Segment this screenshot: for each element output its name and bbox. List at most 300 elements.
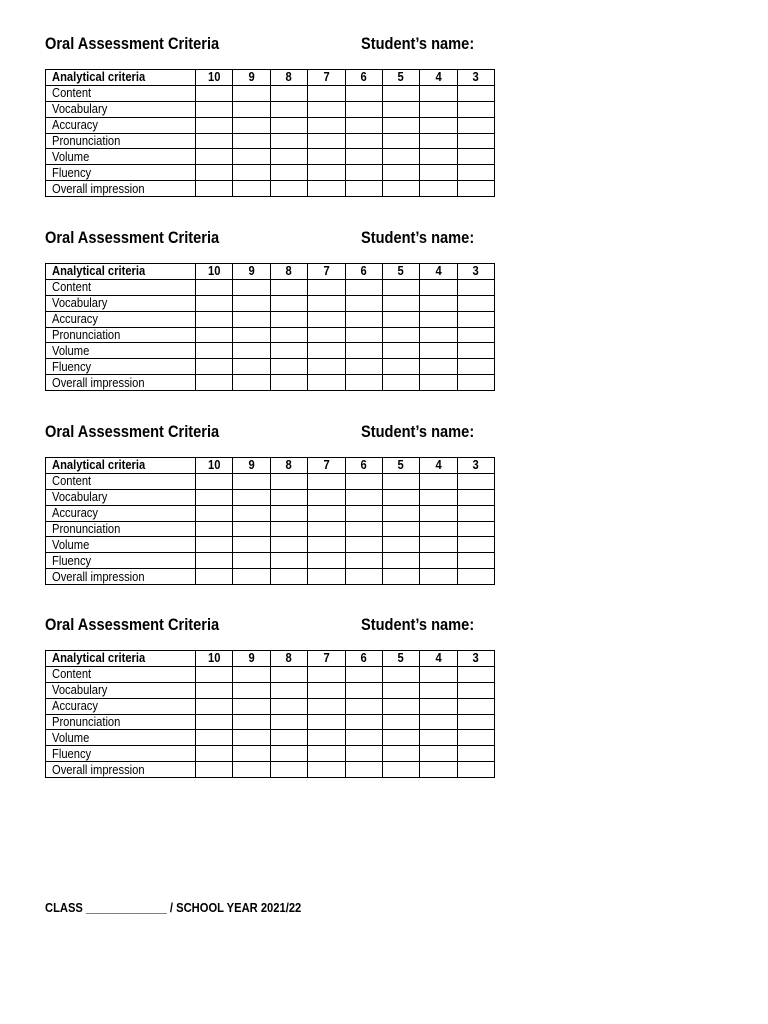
score-cell[interactable]	[382, 569, 419, 585]
score-cell[interactable]	[457, 521, 494, 537]
criteria-row-content	[46, 85, 495, 101]
score-cell[interactable]	[382, 375, 419, 391]
score-cell[interactable]	[345, 101, 382, 117]
score-header-10: 10	[196, 651, 233, 667]
score-cell[interactable]	[345, 279, 382, 295]
score-cell[interactable]	[345, 149, 382, 165]
score-cell[interactable]	[345, 117, 382, 133]
score-cell[interactable]	[270, 181, 307, 197]
score-cell[interactable]	[270, 762, 307, 778]
criteria-row-vocabulary	[46, 682, 495, 698]
score-cell[interactable]	[420, 343, 457, 359]
score-cell[interactable]	[345, 537, 382, 553]
criteria-table	[45, 457, 495, 585]
score-cell[interactable]	[270, 149, 307, 165]
score-cell[interactable]	[345, 682, 382, 698]
criteria-row-overall-impression	[46, 569, 495, 585]
score-cell[interactable]	[420, 489, 457, 505]
score-cell[interactable]	[270, 117, 307, 133]
criteria-label: Volume	[46, 149, 196, 165]
score-cell[interactable]	[457, 537, 494, 553]
score-cell[interactable]	[420, 279, 457, 295]
score-cell[interactable]	[382, 537, 419, 553]
criteria-label: Vocabulary	[46, 101, 196, 117]
score-header-5: 5	[382, 70, 419, 86]
score-cell[interactable]	[308, 553, 345, 569]
score-header-5: 5	[382, 264, 419, 280]
assessment-block-1	[45, 34, 495, 196]
score-cell[interactable]	[233, 521, 270, 537]
score-cell[interactable]	[382, 714, 419, 730]
score-cell[interactable]	[420, 746, 457, 762]
score-cell[interactable]	[196, 375, 233, 391]
score-cell[interactable]	[233, 537, 270, 553]
score-cell[interactable]	[270, 101, 307, 117]
criteria-row-accuracy	[46, 311, 495, 327]
score-cell[interactable]	[308, 762, 345, 778]
score-header-9: 9	[233, 70, 270, 86]
page-title: Oral Assessment Criteria	[45, 34, 220, 53]
score-cell[interactable]	[270, 473, 307, 489]
score-cell[interactable]	[382, 762, 419, 778]
score-cell[interactable]	[233, 117, 270, 133]
score-cell[interactable]	[308, 85, 345, 101]
score-cell[interactable]	[196, 181, 233, 197]
criteria-row-overall-impression	[46, 181, 495, 197]
score-cell[interactable]	[270, 489, 307, 505]
score-cell[interactable]	[196, 521, 233, 537]
score-cell[interactable]	[270, 746, 307, 762]
score-cell[interactable]	[270, 682, 307, 698]
score-header-9: 9	[233, 651, 270, 667]
criteria-row-content	[46, 473, 495, 489]
score-cell[interactable]	[233, 714, 270, 730]
score-header-4: 4	[420, 264, 457, 280]
score-header-6: 6	[345, 264, 382, 280]
score-cell[interactable]	[270, 375, 307, 391]
criteria-row-pronunciation	[46, 327, 495, 343]
score-cell[interactable]	[270, 359, 307, 375]
score-header-3: 3	[457, 651, 494, 667]
score-cell[interactable]	[308, 698, 345, 714]
score-cell[interactable]	[420, 762, 457, 778]
score-cell[interactable]	[382, 682, 419, 698]
criteria-label: Overall impression	[46, 375, 196, 391]
score-cell[interactable]	[345, 327, 382, 343]
score-cell[interactable]	[233, 666, 270, 682]
score-cell[interactable]	[382, 489, 419, 505]
score-cell[interactable]	[457, 746, 494, 762]
score-cell[interactable]	[270, 714, 307, 730]
score-cell[interactable]	[196, 117, 233, 133]
score-cell[interactable]	[457, 730, 494, 746]
score-cell[interactable]	[233, 682, 270, 698]
score-cell[interactable]	[420, 505, 457, 521]
score-cell[interactable]	[196, 343, 233, 359]
score-cell[interactable]	[308, 569, 345, 585]
score-cell[interactable]	[196, 537, 233, 553]
score-cell[interactable]	[270, 553, 307, 569]
score-cell[interactable]	[233, 327, 270, 343]
score-cell[interactable]	[345, 473, 382, 489]
score-cell[interactable]	[420, 553, 457, 569]
score-cell[interactable]	[196, 311, 233, 327]
score-cell[interactable]	[345, 762, 382, 778]
score-cell[interactable]	[420, 133, 457, 149]
score-cell[interactable]	[308, 295, 345, 311]
score-cell[interactable]	[308, 359, 345, 375]
score-cell[interactable]	[420, 569, 457, 585]
score-cell[interactable]	[457, 165, 494, 181]
score-cell[interactable]	[382, 295, 419, 311]
score-cell[interactable]	[233, 279, 270, 295]
score-cell[interactable]	[308, 521, 345, 537]
score-cell[interactable]	[233, 295, 270, 311]
score-cell[interactable]	[420, 295, 457, 311]
criteria-row-volume	[46, 149, 495, 165]
score-cell[interactable]	[457, 279, 494, 295]
score-cell[interactable]	[196, 569, 233, 585]
header-row	[46, 651, 495, 667]
score-cell[interactable]	[345, 295, 382, 311]
score-cell[interactable]	[196, 730, 233, 746]
score-cell[interactable]	[382, 746, 419, 762]
score-cell[interactable]	[345, 714, 382, 730]
criteria-label: Overall impression	[46, 181, 196, 197]
score-cell[interactable]	[308, 181, 345, 197]
score-cell[interactable]	[420, 666, 457, 682]
score-cell[interactable]	[382, 521, 419, 537]
score-cell[interactable]	[233, 569, 270, 585]
score-cell[interactable]	[420, 181, 457, 197]
score-header-8: 8	[270, 458, 307, 474]
score-cell[interactable]	[308, 730, 345, 746]
criteria-label: Accuracy	[46, 698, 196, 714]
score-cell[interactable]	[233, 730, 270, 746]
score-cell[interactable]	[196, 359, 233, 375]
score-cell[interactable]	[233, 762, 270, 778]
score-cell[interactable]	[308, 101, 345, 117]
score-cell[interactable]	[345, 311, 382, 327]
criteria-header: Analytical criteria	[46, 651, 196, 667]
score-cell[interactable]	[345, 569, 382, 585]
score-cell[interactable]	[308, 682, 345, 698]
score-cell[interactable]	[233, 165, 270, 181]
score-cell[interactable]	[308, 327, 345, 343]
score-cell[interactable]	[345, 133, 382, 149]
score-header-5: 5	[382, 651, 419, 667]
score-cell[interactable]	[457, 505, 494, 521]
score-cell[interactable]	[382, 149, 419, 165]
score-header-7: 7	[308, 264, 345, 280]
score-header-6: 6	[345, 458, 382, 474]
score-cell[interactable]	[345, 181, 382, 197]
score-cell[interactable]	[345, 521, 382, 537]
score-cell[interactable]	[420, 714, 457, 730]
score-cell[interactable]	[345, 666, 382, 682]
score-cell[interactable]	[233, 101, 270, 117]
score-cell[interactable]	[345, 489, 382, 505]
score-cell[interactable]	[457, 85, 494, 101]
score-cell[interactable]	[270, 730, 307, 746]
student-name-label: Student’s name:	[361, 422, 475, 441]
score-cell[interactable]	[233, 746, 270, 762]
score-cell[interactable]	[308, 746, 345, 762]
score-cell[interactable]	[382, 553, 419, 569]
score-cell[interactable]	[270, 343, 307, 359]
score-cell[interactable]	[420, 375, 457, 391]
criteria-row-fluency	[46, 165, 495, 181]
criteria-row-overall-impression	[46, 762, 495, 778]
score-cell[interactable]	[308, 133, 345, 149]
score-cell[interactable]	[457, 698, 494, 714]
score-cell[interactable]	[196, 165, 233, 181]
score-cell[interactable]	[457, 117, 494, 133]
score-cell[interactable]	[308, 343, 345, 359]
criteria-label: Content	[46, 473, 196, 489]
score-cell[interactable]	[233, 85, 270, 101]
score-cell[interactable]	[382, 505, 419, 521]
score-cell[interactable]	[270, 569, 307, 585]
assessment-block-4	[45, 615, 495, 777]
score-cell[interactable]	[233, 553, 270, 569]
score-cell[interactable]	[457, 489, 494, 505]
score-cell[interactable]	[270, 295, 307, 311]
criteria-row-vocabulary	[46, 489, 495, 505]
criteria-label: Content	[46, 85, 196, 101]
score-cell[interactable]	[457, 666, 494, 682]
criteria-label: Fluency	[46, 553, 196, 569]
score-cell[interactable]	[308, 375, 345, 391]
score-header-10: 10	[196, 264, 233, 280]
score-cell[interactable]	[270, 521, 307, 537]
score-cell[interactable]	[308, 473, 345, 489]
score-cell[interactable]	[382, 133, 419, 149]
score-cell[interactable]	[457, 133, 494, 149]
score-cell[interactable]	[345, 730, 382, 746]
score-cell[interactable]	[196, 762, 233, 778]
score-cell[interactable]	[196, 553, 233, 569]
criteria-row-accuracy	[46, 698, 495, 714]
score-cell[interactable]	[382, 117, 419, 133]
score-cell[interactable]	[308, 165, 345, 181]
score-cell[interactable]	[345, 359, 382, 375]
score-cell[interactable]	[457, 762, 494, 778]
score-cell[interactable]	[196, 327, 233, 343]
criteria-row-pronunciation	[46, 133, 495, 149]
score-header-8: 8	[270, 70, 307, 86]
criteria-row-content	[46, 279, 495, 295]
score-cell[interactable]	[382, 85, 419, 101]
page-title: Oral Assessment Criteria	[45, 228, 220, 247]
score-cell[interactable]	[233, 375, 270, 391]
criteria-row-accuracy	[46, 117, 495, 133]
score-cell[interactable]	[196, 489, 233, 505]
criteria-label: Content	[46, 279, 196, 295]
criteria-row-volume	[46, 537, 495, 553]
score-cell[interactable]	[420, 537, 457, 553]
score-cell[interactable]	[345, 165, 382, 181]
score-cell[interactable]	[233, 343, 270, 359]
score-cell[interactable]	[420, 730, 457, 746]
criteria-row-volume	[46, 730, 495, 746]
criteria-row-fluency	[46, 359, 495, 375]
score-cell[interactable]	[457, 343, 494, 359]
score-cell[interactable]	[196, 666, 233, 682]
score-cell[interactable]	[457, 682, 494, 698]
score-cell[interactable]	[270, 327, 307, 343]
score-cell[interactable]	[308, 666, 345, 682]
criteria-label: Accuracy	[46, 311, 196, 327]
score-cell[interactable]	[196, 295, 233, 311]
score-cell[interactable]	[308, 714, 345, 730]
score-cell[interactable]	[196, 746, 233, 762]
score-cell[interactable]	[382, 101, 419, 117]
score-cell[interactable]	[420, 473, 457, 489]
score-cell[interactable]	[457, 149, 494, 165]
criteria-header: Analytical criteria	[46, 264, 196, 280]
score-cell[interactable]	[382, 359, 419, 375]
score-cell[interactable]	[382, 181, 419, 197]
score-header-8: 8	[270, 651, 307, 667]
score-cell[interactable]	[457, 327, 494, 343]
criteria-label: Pronunciation	[46, 327, 196, 343]
score-cell[interactable]	[382, 279, 419, 295]
score-cell[interactable]	[420, 85, 457, 101]
score-cell[interactable]	[420, 327, 457, 343]
score-cell[interactable]	[382, 343, 419, 359]
criteria-row-overall-impression	[46, 375, 495, 391]
student-name-label: Student’s name:	[361, 228, 475, 247]
score-cell[interactable]	[345, 505, 382, 521]
score-cell[interactable]	[270, 85, 307, 101]
score-cell[interactable]	[382, 311, 419, 327]
criteria-header: Analytical criteria	[46, 458, 196, 474]
criteria-header: Analytical criteria	[46, 70, 196, 86]
score-cell[interactable]	[308, 489, 345, 505]
score-cell[interactable]	[457, 714, 494, 730]
score-cell[interactable]	[457, 473, 494, 489]
header-row	[46, 458, 495, 474]
score-cell[interactable]	[233, 311, 270, 327]
score-cell[interactable]	[196, 473, 233, 489]
score-cell[interactable]	[420, 149, 457, 165]
score-cell[interactable]	[382, 327, 419, 343]
score-cell[interactable]	[233, 359, 270, 375]
score-cell[interactable]	[457, 375, 494, 391]
class-school-year-footer: CLASS _____________ / SCHOOL YEAR 2021/22	[45, 900, 302, 915]
score-cell[interactable]	[196, 101, 233, 117]
score-cell[interactable]	[196, 714, 233, 730]
score-cell[interactable]	[420, 165, 457, 181]
criteria-label: Pronunciation	[46, 521, 196, 537]
score-cell[interactable]	[382, 165, 419, 181]
score-cell[interactable]	[270, 698, 307, 714]
score-cell[interactable]	[457, 181, 494, 197]
score-cell[interactable]	[196, 279, 233, 295]
score-cell[interactable]	[345, 553, 382, 569]
score-cell[interactable]	[270, 279, 307, 295]
score-cell[interactable]	[270, 505, 307, 521]
criteria-label: Volume	[46, 730, 196, 746]
score-cell[interactable]	[382, 730, 419, 746]
score-cell[interactable]	[308, 117, 345, 133]
score-cell[interactable]	[233, 698, 270, 714]
score-header-6: 6	[345, 651, 382, 667]
score-header-5: 5	[382, 458, 419, 474]
score-cell[interactable]	[345, 343, 382, 359]
score-cell[interactable]	[270, 133, 307, 149]
score-cell[interactable]	[233, 505, 270, 521]
score-cell[interactable]	[345, 85, 382, 101]
block-header	[45, 422, 495, 448]
score-cell[interactable]	[420, 521, 457, 537]
score-cell[interactable]	[308, 505, 345, 521]
score-header-3: 3	[457, 70, 494, 86]
score-cell[interactable]	[420, 117, 457, 133]
score-cell[interactable]	[308, 537, 345, 553]
score-cell[interactable]	[420, 682, 457, 698]
score-cell[interactable]	[420, 698, 457, 714]
criteria-row-vocabulary	[46, 101, 495, 117]
score-cell[interactable]	[196, 149, 233, 165]
score-cell[interactable]	[233, 181, 270, 197]
score-cell[interactable]	[382, 698, 419, 714]
score-cell[interactable]	[233, 133, 270, 149]
score-cell[interactable]	[420, 101, 457, 117]
criteria-row-fluency	[46, 746, 495, 762]
page-title: Oral Assessment Criteria	[45, 615, 220, 634]
score-cell[interactable]	[345, 698, 382, 714]
score-cell[interactable]	[308, 311, 345, 327]
score-cell[interactable]	[420, 359, 457, 375]
score-cell[interactable]	[196, 133, 233, 149]
score-cell[interactable]	[457, 359, 494, 375]
score-header-10: 10	[196, 70, 233, 86]
score-cell[interactable]	[270, 537, 307, 553]
score-cell[interactable]	[196, 682, 233, 698]
score-cell[interactable]	[270, 165, 307, 181]
block-header	[45, 34, 495, 60]
score-cell[interactable]	[308, 149, 345, 165]
score-cell[interactable]	[196, 85, 233, 101]
score-cell[interactable]	[308, 279, 345, 295]
score-cell[interactable]	[382, 473, 419, 489]
criteria-label: Vocabulary	[46, 489, 196, 505]
score-cell[interactable]	[382, 666, 419, 682]
criteria-label: Fluency	[46, 165, 196, 181]
score-header-7: 7	[308, 458, 345, 474]
score-cell[interactable]	[345, 746, 382, 762]
score-cell[interactable]	[196, 505, 233, 521]
score-cell[interactable]	[457, 553, 494, 569]
header-row	[46, 264, 495, 280]
score-cell[interactable]	[233, 149, 270, 165]
score-cell[interactable]	[420, 311, 457, 327]
score-cell[interactable]	[270, 311, 307, 327]
criteria-table	[45, 650, 495, 778]
score-cell[interactable]	[233, 489, 270, 505]
score-cell[interactable]	[196, 698, 233, 714]
criteria-label: Overall impression	[46, 569, 196, 585]
score-cell[interactable]	[345, 375, 382, 391]
score-cell[interactable]	[233, 473, 270, 489]
score-cell[interactable]	[270, 666, 307, 682]
score-cell[interactable]	[457, 311, 494, 327]
score-cell[interactable]	[457, 101, 494, 117]
score-cell[interactable]	[457, 569, 494, 585]
score-cell[interactable]	[457, 295, 494, 311]
